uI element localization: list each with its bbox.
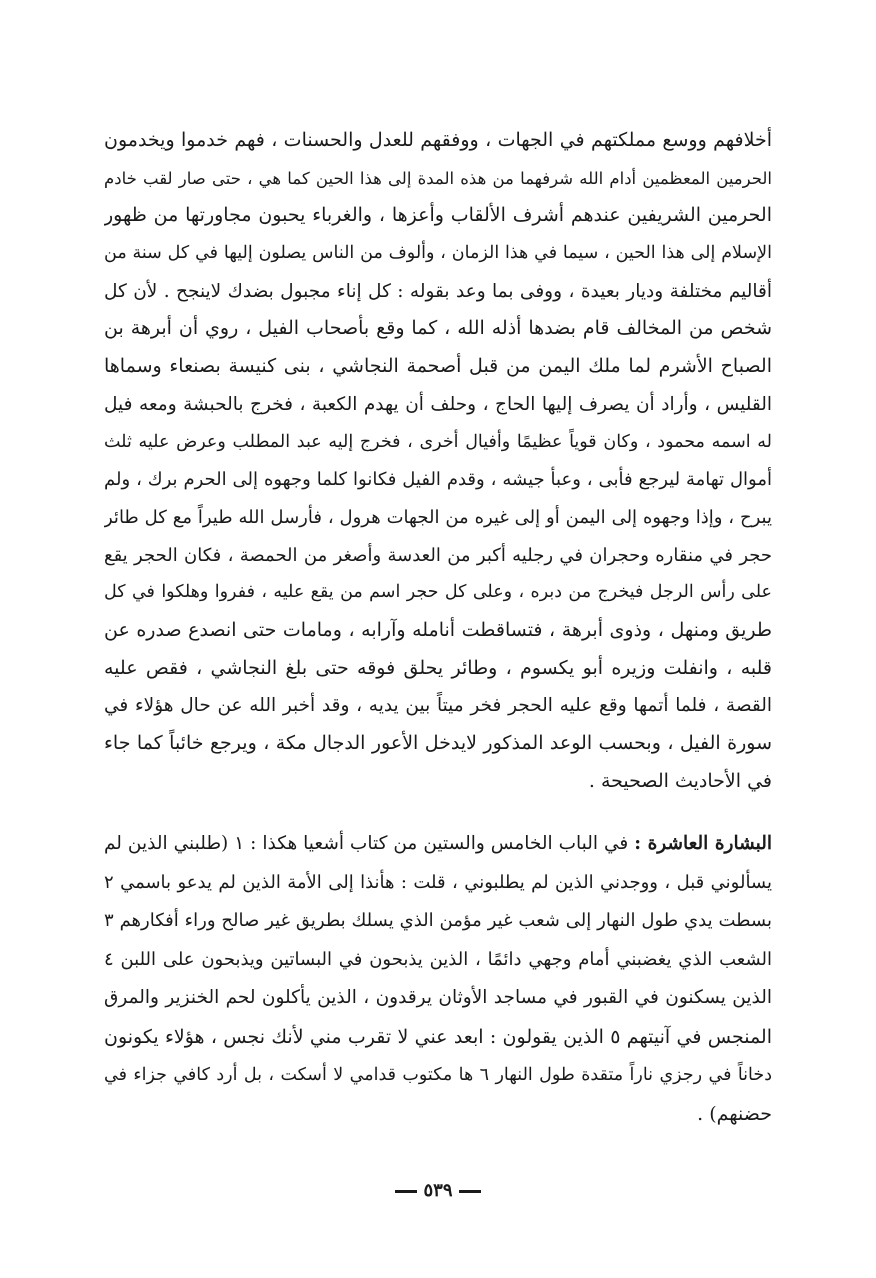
text-line: الحرمين المعظمين أدام الله شرفهما من هذه المدة إلى هذا الحين كما هي ، حتى صار لقب خادم [104, 168, 772, 188]
page-footer [0, 1180, 876, 1201]
section-heading: البشارة العاشرة : [634, 833, 772, 854]
text-line: أقاليم مختلفة وديار بعيدة ، ووفى بما وعد بقوله : كل إناء مجبول بضدك لاينجح . لأن كل [104, 280, 772, 302]
page-number: ٥٣٩ [423, 1180, 453, 1201]
text-line: دخاناً في رجزي ناراً متقدة طول النهار ٦ ها مكتوب قدامي لا أسكت ، بل أرد كافي جزاء في [104, 1065, 772, 1085]
text-line: قلبه ، وانفلت وزيره أبو يكسوم ، وطائر يحلق فوقه حتى بلغ النجاشي ، فقص عليه [104, 656, 772, 679]
text-line: القصة ، فلما أتمها وقع عليه الحجر فخر ميتاً بين يديه ، وقد أخبر الله عن حال هؤلاء في [104, 695, 772, 717]
text-line: في الأحاديث الصحيحة . [588, 769, 772, 792]
text-line: سورة الفيل ، وبحسب الوعد المذكور لايدخل الأعور الدجال مكة ، ويرجع خائباً كما جاء [104, 732, 772, 754]
text-line: يسألوني قبل ، ووجدني الذين لم يطلبوني ، قلت : هأنذا إلى الأمة الذين لم يدعو باسمي ٢ [104, 871, 772, 893]
text-line: أخلافهم ووسع مملكتهم في الجهات ، ووفقهم للعدل والحسنات ، فهم خدموا ويخدمون [104, 129, 772, 151]
text-line: القليس ، وأراد أن يصرف إليها الحاج ، وحلف أن يهدم الكعبة ، فخرج بالحبشة ومعه فيل [104, 393, 772, 415]
paragraph-2 [104, 825, 772, 1133]
dash-decoration [395, 1190, 417, 1193]
text-line: الحرمين الشريفين عندهم أشرف الألقاب وأعزها ، والغرباء يحبون مجاورتها من ظهور [104, 204, 772, 227]
text-line: الذين يسكنون في القبور في مساجد الأوثان يرقدون ، الذين يأكلون لحم الخنزير والمرق [104, 987, 772, 1008]
text-line: يبرح ، وإذا وجهوه إلى اليمن أو إلى غيره من الجهات هرول ، فأرسل الله طيراً مع كل طائر [104, 506, 772, 528]
text-line: حجر في منقاره وحجران في رجليه أكبر من العدسة وأصغر من الحمصة ، فكان الحجر يقع [104, 544, 772, 566]
text-line: الإسلام إلى هذا الحين ، سيما في هذا الزمان ، وألوف من الناس يصلون إليها في كل سنة من [104, 243, 772, 264]
paragraph-1 [104, 122, 772, 800]
text-line: على رأس الرجل فيخرج من دبره ، وعلى كل حجر اسم من يقع عليه ، ففروا وهلكوا في كل [104, 582, 772, 603]
text-line-with-heading [104, 825, 772, 864]
text-line: المنجس في آنيتهم ٥ الذين يقولون : ابعد عني لا تقرب مني لأنك نجس ، هؤلاء يكونون [104, 1025, 772, 1048]
text-line: الشعب الذي يغضبني أمام وجهي دائمًا ، الذين يذبحون في البساتين ويذبحون على اللبن ٤ [104, 948, 772, 970]
text-line: أموال تهامة ليرجع فأبى ، وعبأ جيشه ، وقدم الفيل فكانوا كلما وجهوه إلى الحرم برك ، ولم [104, 469, 772, 491]
heading-line-text: في الباب الخامس والستين من كتاب أشعيا هكذا : ١ (طلبني الذين لم [104, 833, 629, 854]
dash-decoration [459, 1190, 481, 1193]
text-line: له اسمه محمود ، وكان قوياً عظيمًا وأفيال أخرى ، فخرج إليه عبد المطلب وعرض عليه ثلث [104, 431, 772, 452]
text-line: بسطت يدي طول النهار إلى شعب غير مؤمن الذي يسلك بطريق غير صالح وراء أفكارهم ٣ [104, 910, 772, 931]
text-line: طريق ومنهل ، وذوى أبرهة ، فتساقطت أنامله وآرابه ، ومامات حتى انصدع صدره عن [104, 618, 772, 641]
text-line: الصباح الأشرم لما ملك اليمن من قبل أصحمة النجاشي ، بنى كنيسة بصنعاء وسماها [104, 355, 772, 378]
text-line: شخص من المخالف قام بضدها أذله الله ، كما وقع بأصحاب الفيل ، روي أن أبرهة بن [104, 317, 772, 340]
text-line: حضنهم) . [697, 1102, 772, 1125]
